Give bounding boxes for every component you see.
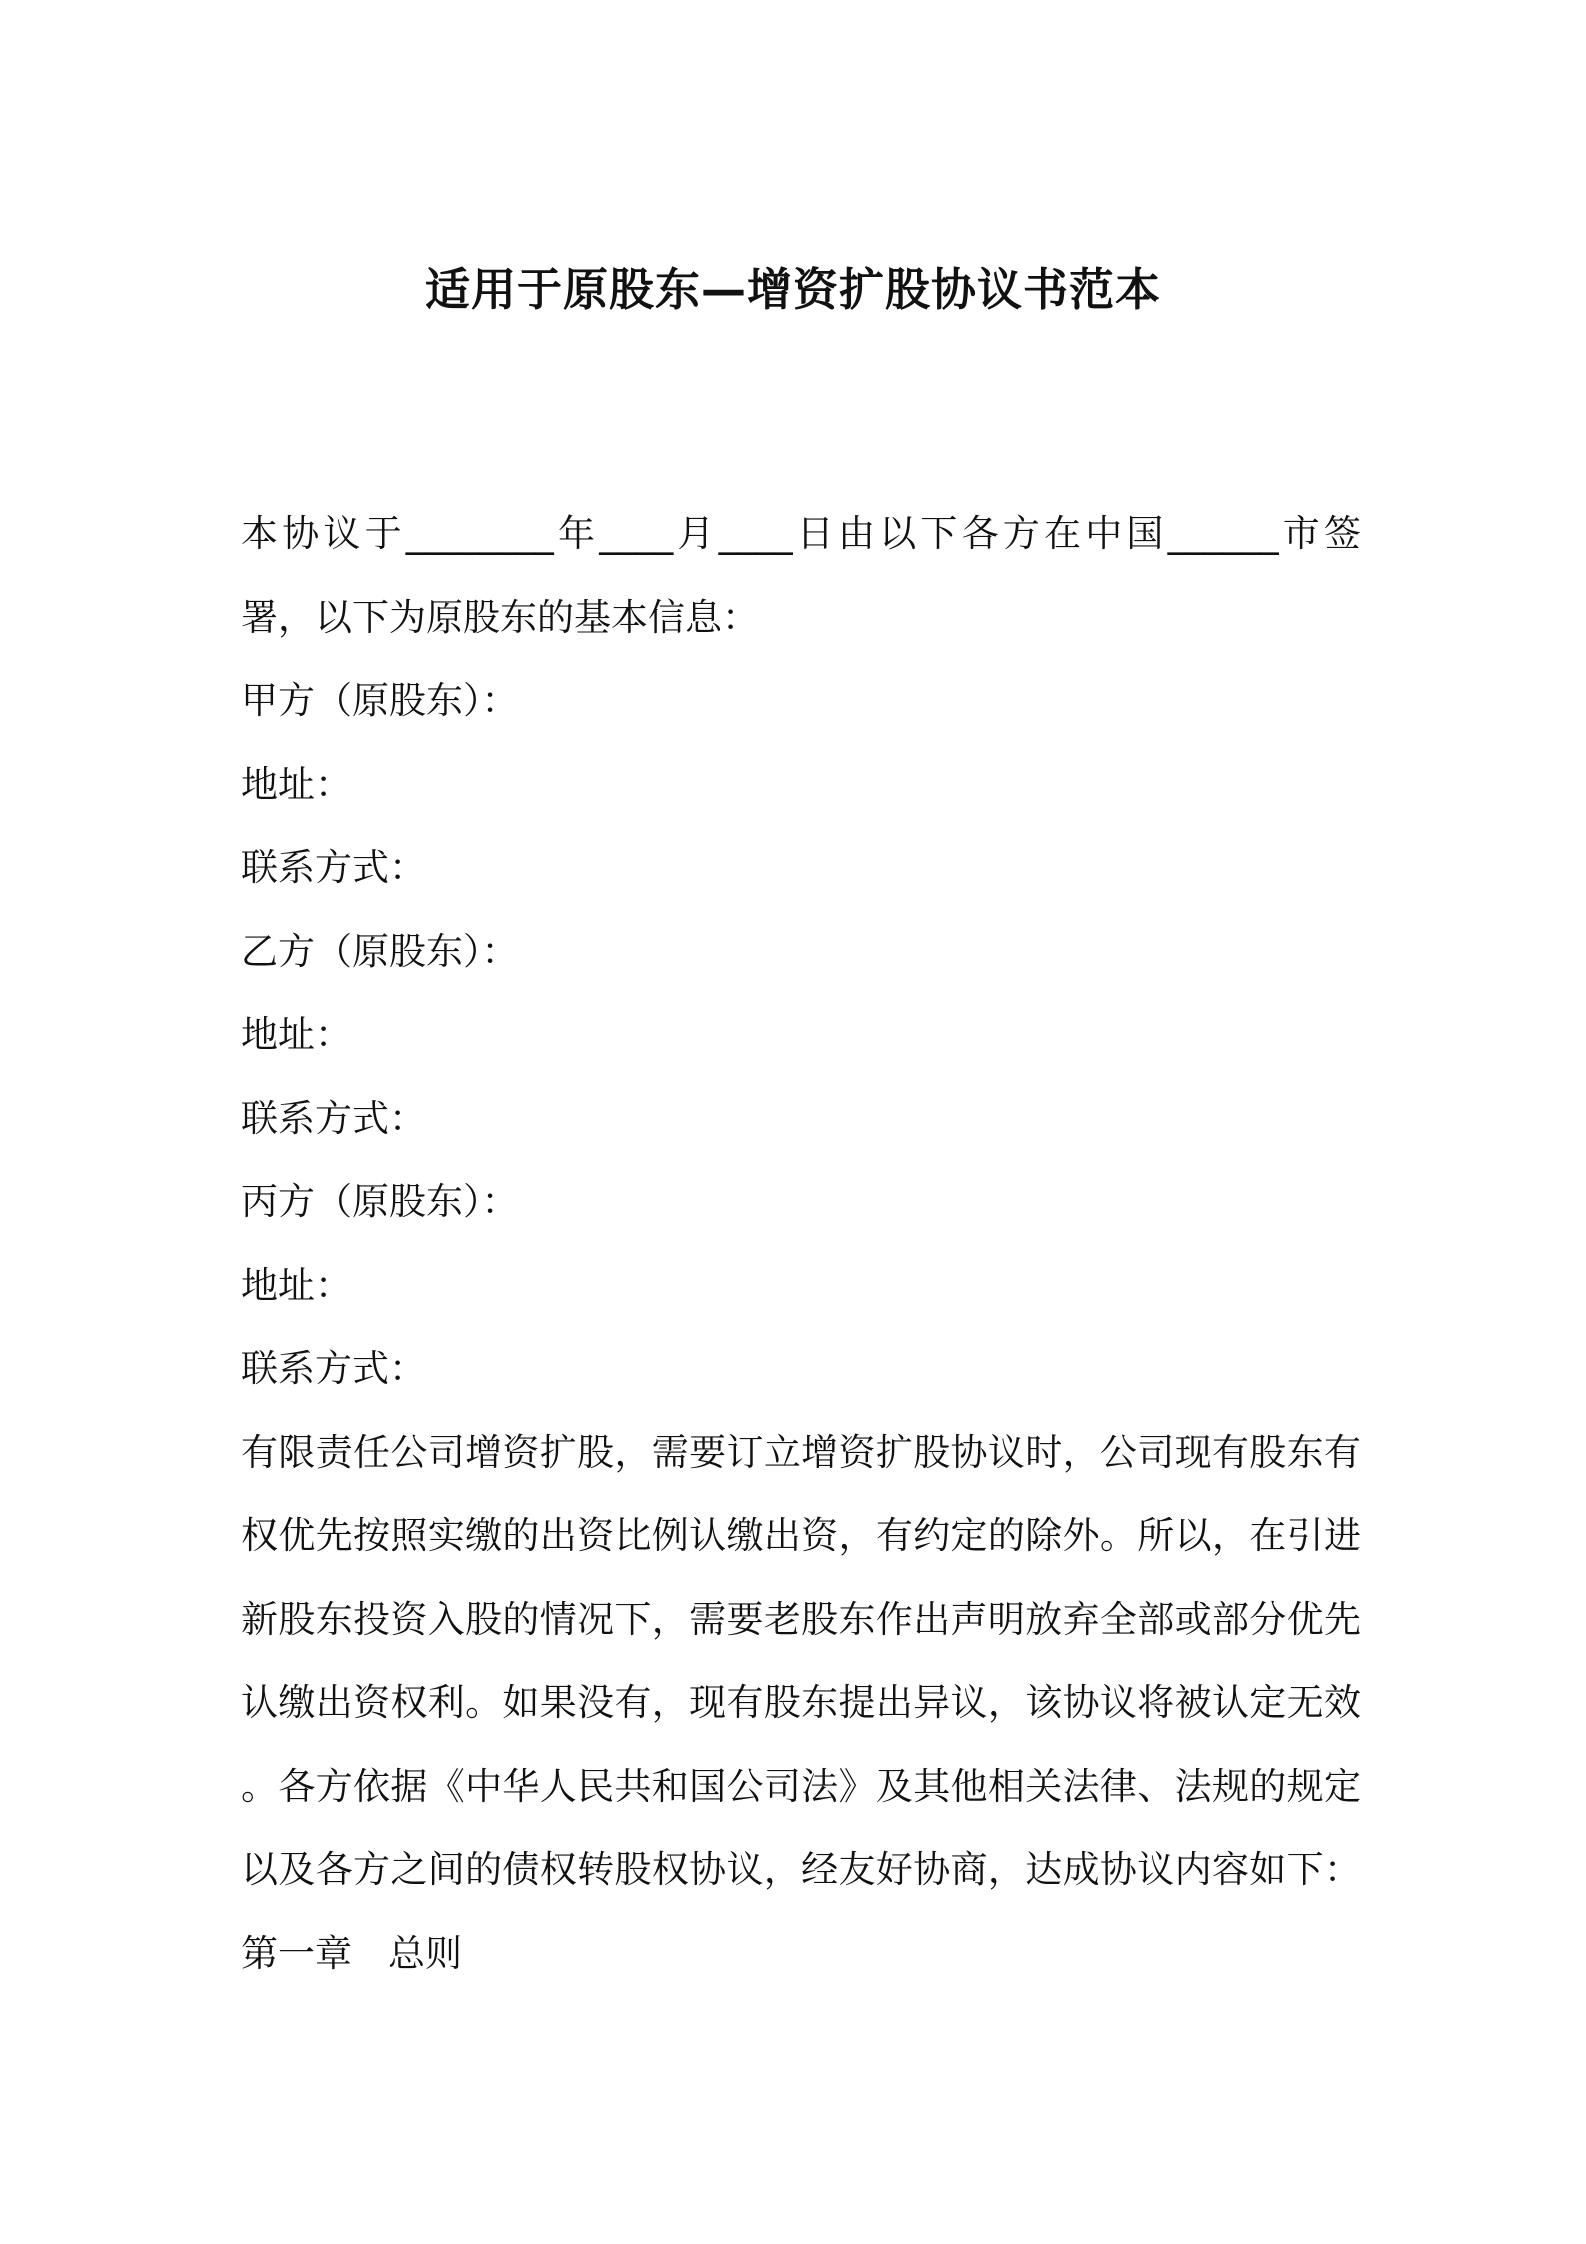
paragraph-line: 。各方依据《中华人民共和国公司法》及其他相关法律、法规的规定 xyxy=(241,1764,1361,1808)
document-title: 适用于原股东—增资扩股协议书范本 xyxy=(424,263,1161,316)
paragraph-line: 认缴出资权利。如果没有，现有股东提出异议，该协议将被认定无效 xyxy=(241,1681,1361,1724)
paragraph-line: 新股东投资入股的情况下，需要老股东作出声明放弃全部或部分优先 xyxy=(241,1597,1361,1641)
intro-line: 署，以下为原股东的基本信息： xyxy=(241,595,759,639)
party-c-label: 丙方（原股东）： xyxy=(241,1180,519,1223)
party-a-label: 甲方（原股东）： xyxy=(241,679,519,722)
document-body xyxy=(241,492,1361,1995)
chapter-heading xyxy=(241,1912,1361,1996)
party-a-contact-label: 联系方式： xyxy=(241,846,426,889)
party-c-address-label: 地址： xyxy=(241,1263,352,1307)
paragraph-line: 权优先按照实缴的出资比例认缴出资，有约定的除外。所以，在引进 xyxy=(241,1514,1361,1557)
party-b-label: 乙方（原股东）： xyxy=(241,929,519,973)
party-b-contact-label: 联系方式： xyxy=(241,1096,426,1140)
intro-line: 本协议于________年____月____日由以下各方在中国______市签 xyxy=(241,512,1361,555)
paragraph-line: 以及各方之间的债权转股权协议，经友好协商，达成协议内容如下： xyxy=(241,1848,1361,1891)
paragraph-line: 有限责任公司增资扩股，需要订立增资扩股协议时，公司现有股东有 xyxy=(241,1430,1361,1474)
party-c-contact-label: 联系方式： xyxy=(241,1347,426,1390)
party-a-address-label: 地址： xyxy=(241,762,352,806)
chapter-number: 第一章 xyxy=(241,1931,352,1975)
party-b-address-label: 地址： xyxy=(241,1013,352,1056)
chapter-name: 总则 xyxy=(388,1931,462,1975)
